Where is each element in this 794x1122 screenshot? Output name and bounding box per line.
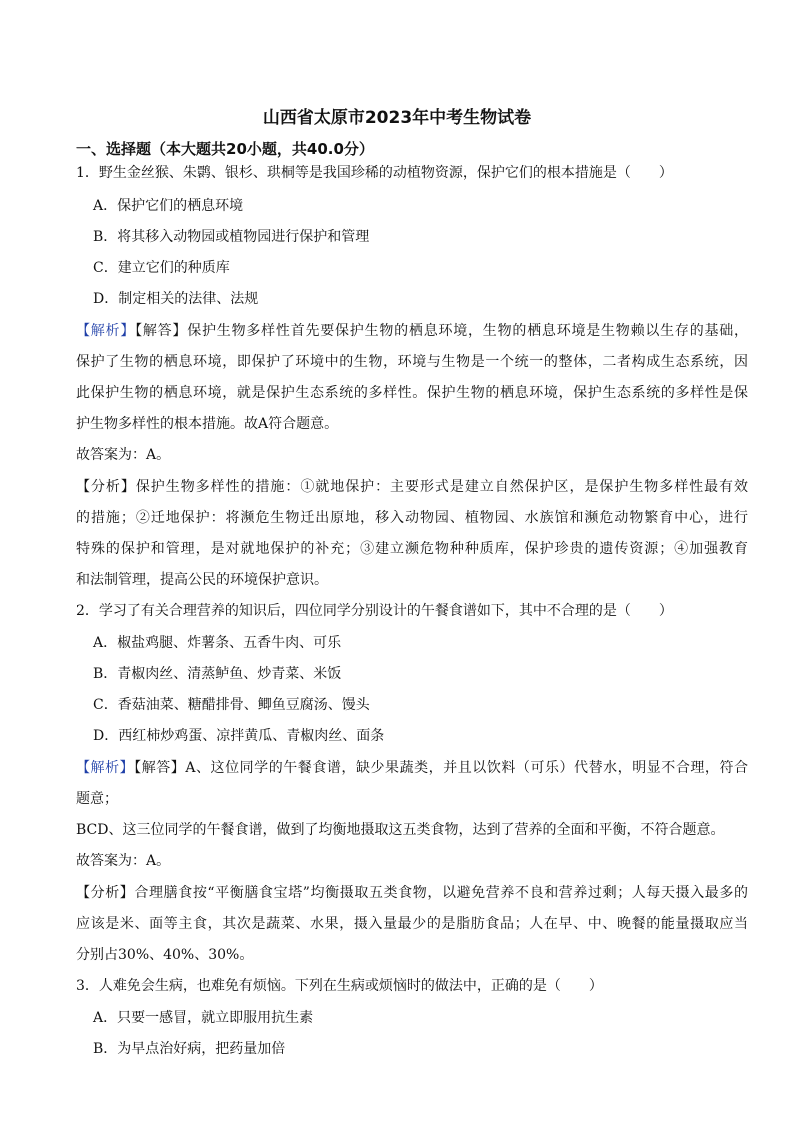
- question-2-option-d: D．西红柿炒鸡蛋、凉拌黄瓜、青椒肉丝、面条: [93, 728, 385, 744]
- question-1-solution-line: 保护了生物的栖息环境，即保护了环境中的生物，环境与生物是一个统一的整体，二者构成生态系统，因: [76, 354, 748, 370]
- question-2-option-a: A．椒盐鸡腿、炸薯条、五香牛肉、可乐: [93, 635, 342, 651]
- question-1-stem: 1．野生金丝猴、朱鹮、银杉、珙桐等是我国珍稀的动植物资源，保护它们的根本措施是（ ）: [76, 165, 673, 181]
- question-1-option-c: C．建立它们的种质库: [93, 260, 230, 276]
- section-heading: 一、选择题（本大题共20小题，共40.0分）: [76, 140, 374, 158]
- question-2-solution-line: BCD、这三位同学的午餐食谱，做到了均衡地摄取这五类食物，达到了营养的全面和平衡，不符合题意。: [76, 822, 725, 838]
- question-2-fenxi-text: 合理膳食按“平衡膳食宝塔”均衡摄取五类食物，以避免营养不良和营养过剩；人每天摄入最多的: [134, 885, 749, 901]
- jieda-tag: 【解答】: [134, 760, 186, 776]
- question-1-option-d: D．制定相关的法律、法规: [93, 291, 259, 307]
- question-3-option-b: B．为早点治好病，把药量加倍: [93, 1041, 286, 1057]
- question-1-solution-line: 此保护生物的栖息环境，就是保护生态系统的多样性。保护生物的栖息环境，保护生态系统的多样性是保: [76, 385, 748, 401]
- question-1-answer: 故答案为：A。: [76, 447, 171, 463]
- question-2-analysis-line: [76, 758, 748, 778]
- question-1-fenxi-line: [76, 477, 748, 497]
- question-1-fenxi-line: 的措施；②迁地保护：将濒危生物迁出原地，移入动物园、植物园、水族馆和濒危动物繁育中心，进行: [76, 510, 748, 526]
- question-2-fenxi-line: 分别占30%、40%、30%。: [76, 947, 254, 963]
- jiexi-tag: 【解析】: [76, 760, 135, 776]
- fenxi-tag: 【分析】: [76, 479, 136, 495]
- jieda-tag: 【解答】: [135, 323, 188, 339]
- question-2-fenxi-line: [76, 883, 748, 903]
- question-2-option-b: B．青椒肉丝、清蒸鲈鱼、炒青菜、米饭: [93, 666, 342, 682]
- question-2-solution-line: 题意；: [76, 791, 118, 807]
- question-1-fenxi-line: 特殊的保护和管理，是对就地保护的补充；③建立濒危物种种质库，保护珍贵的遗传资源；④加强教育: [76, 541, 748, 557]
- question-1-solution-line: 护生物多样性的根本措施。故A符合题意。: [76, 416, 339, 432]
- question-1-fenxi-line: 和法制管理，提高公民的环境保护意识。: [76, 572, 328, 588]
- question-1-analysis-line: [76, 321, 748, 341]
- fenxi-tag: 【分析】: [76, 885, 135, 901]
- question-3-stem: 3．人难免会生病，也难免有烦恼。下列在生病或烦恼时的做法中，正确的是（ ）: [76, 978, 603, 994]
- question-1-option-b: B．将其移入动物园或植物园进行保护和管理: [93, 229, 370, 245]
- question-1-fenxi-text: 保护生物多样性的措施：①就地保护：主要形式是建立自然保护区，是保护生物多样性最有效: [135, 479, 749, 495]
- question-2-fenxi-line: 应该是米、面等主食，其次是蔬菜、水果，摄入量最少的是脂肪食品；人在早、中、晚餐的能量摄取应当: [76, 916, 748, 932]
- page-title: 山西省太原市2023年中考生物试卷: [262, 108, 532, 128]
- question-2-solution-text: A、这位同学的午餐食谱，缺少果蔬类，并且以饮料（可乐）代替水，明显不合理，符合: [185, 760, 749, 776]
- jiexi-tag: 【解析】: [76, 323, 136, 339]
- question-2-stem: 2．学习了有关合理营养的知识后，四位同学分别设计的午餐食谱如下，其中不合理的是（ ）: [76, 603, 673, 619]
- question-1-option-a: A．保护它们的栖息环境: [93, 198, 244, 214]
- question-3-option-a: A．只要一感冒，就立即服用抗生素: [93, 1010, 314, 1026]
- question-2-answer: 故答案为：A。: [76, 853, 171, 869]
- question-1-solution-text: 保护生物多样性首先要保护生物的栖息环境，生物的栖息环境是生物赖以生存的基础，: [187, 323, 749, 339]
- question-2-option-c: C．香菇油菜、糖醋排骨、鲫鱼豆腐汤、馒头: [93, 697, 370, 713]
